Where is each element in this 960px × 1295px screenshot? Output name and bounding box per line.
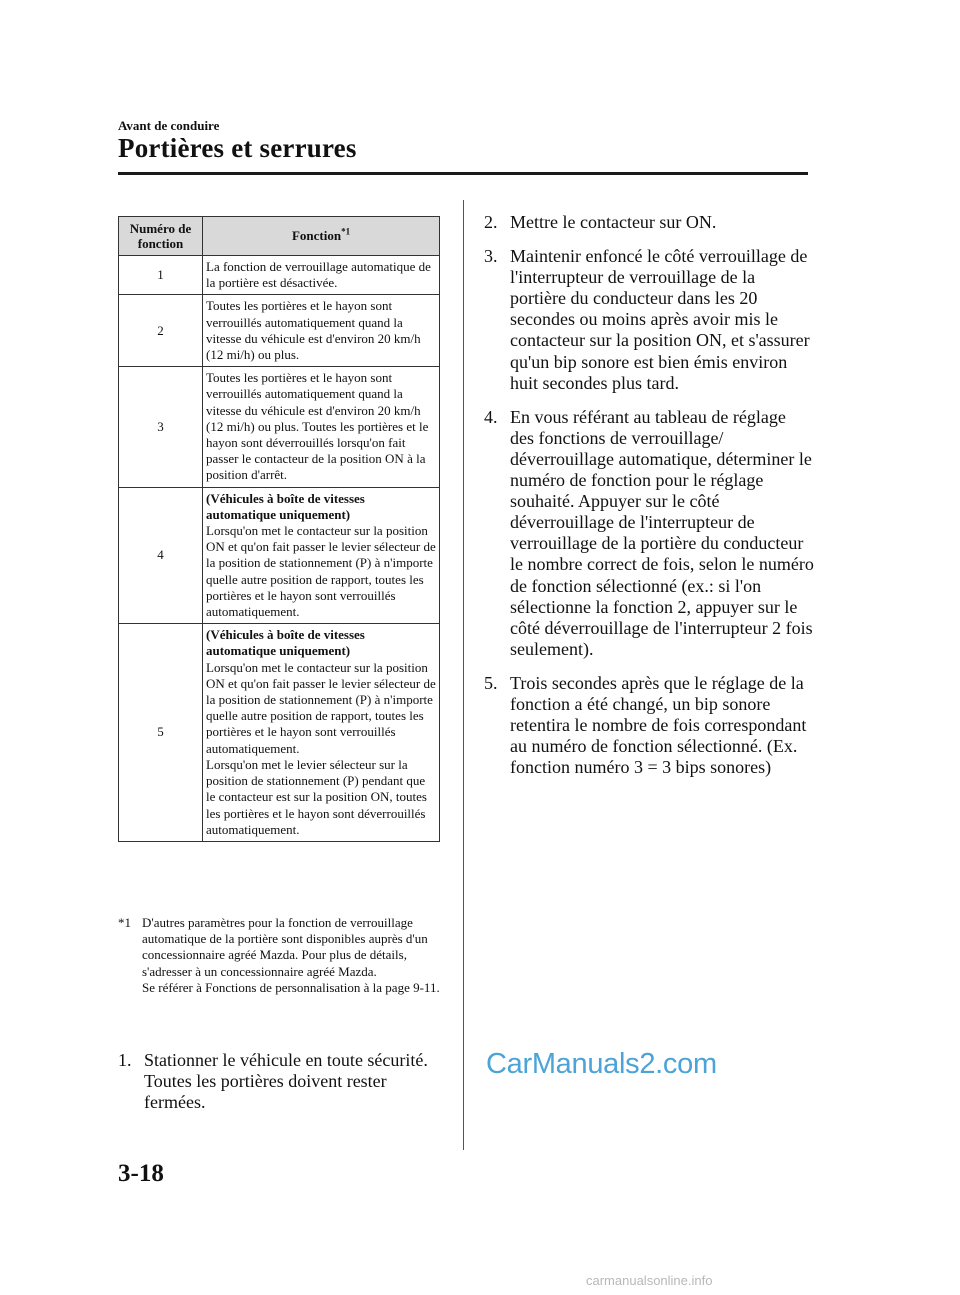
function-description: Toutes les portières et le hayon sont verrouillés automatiquement quand la vitesse du véhicule est d'environ 20 km/h (12 mi/h) ou plus. — [203, 295, 440, 367]
step-text: En vous référant au tableau de réglage des fonctions de verrouillage/ déverrouillage automatique, déterminer le numéro de fonction pour le réglage souhaité. Appuyer sur le côté déverrouillage de l'interrupteur de verrouillage de la portière du conducteur le nombre correct de fois, selon le numéro de fonction sélectionné (ex.: si l'on sélectionne la fonction 2, appuyer sur le côté déverrouillage de l'interrupteur 2 fois seulement). — [510, 406, 814, 659]
table-row — [119, 624, 440, 842]
steps-list-left — [118, 1050, 448, 1126]
function-text: Lorsqu'on met le contacteur sur la position ON et qu'on fait passer le levier sélecteur de la position de stationnement (P) à n'importe quelle autre position de rapport, toutes les portières et le hayon sont verrouillés automatiquement. — [206, 523, 436, 620]
step-number: 4. — [484, 406, 498, 427]
footnote-text: D'autres paramètres pour la fonction de verrouillage automatique de la portière sont disponibles auprès d'un concessionnaire agréé Mazda. Pour plus de détails, s'adresser à un concessionnaire agréé Mazda. — [142, 915, 428, 979]
table-row — [119, 295, 440, 367]
col-header-number: Numéro de fonction — [119, 217, 203, 256]
function-description: Toutes les portières et le hayon sont verrouillés automatiquement quand la vitesse du véhicule est d'environ 20 km/h (12 mi/h) ou plus. Toutes les portières et le hayon sont déverrouillés lorsqu'on fait passer le contacteur de la position ON à la position d'arrêt. — [203, 367, 440, 487]
steps-list-right — [484, 212, 814, 791]
step-text: Mettre le contacteur sur ON. — [510, 212, 717, 232]
column-divider — [463, 200, 464, 1150]
step-item — [118, 1050, 448, 1113]
page-title: Portières et serrures — [118, 133, 357, 163]
step-number: 1. — [118, 1050, 132, 1070]
function-description: La fonction de verrouillage automatique de la portière est désactivée. — [203, 256, 440, 295]
step-item — [484, 673, 814, 778]
step-item — [484, 407, 814, 660]
step-text: Stationner le véhicule en toute sécurité. Toutes les portières doivent rester fermées. — [144, 1050, 428, 1113]
footnote-mark: *1 — [118, 915, 131, 930]
function-number: 2 — [119, 295, 203, 367]
section-label: Avant de conduire — [118, 118, 220, 133]
function-description — [203, 487, 440, 624]
step-item — [484, 246, 814, 394]
step-number: 5. — [484, 672, 498, 693]
function-number: 1 — [119, 256, 203, 295]
watermark-logo: CarManuals2.com — [486, 1048, 717, 1080]
step-number: 3. — [484, 246, 498, 267]
title-rule — [118, 172, 808, 175]
function-description — [203, 624, 440, 842]
function-text: Lorsqu'on met le contacteur sur la position ON et qu'on fait passer le levier sélecteur de la position de stationnement (P) à n'importe quelle autre position de rapport, toutes les portières et le hayon sont verrouillés automatiquement. — [206, 659, 436, 756]
table-row — [119, 367, 440, 487]
function-number: 4 — [119, 487, 203, 624]
function-condition: (Véhicules à boîte de vitesses automatique uniquement) — [206, 490, 365, 522]
footnote-reference: Se référer à Fonctions de personnalisation à la page 9-11. — [142, 979, 440, 995]
step-number: 2. — [484, 212, 498, 232]
col-header-function: Fonction$^{*1}$ — [203, 217, 440, 256]
table-row — [119, 256, 440, 295]
footnote-ref: *1 — [341, 226, 351, 237]
step-item — [484, 212, 814, 233]
function-text-2: Lorsqu'on met le levier sélecteur sur la position de stationnement (P) pendant que le contacteur est sur la position ON, toutes les portières et le hayon sont déverrouillés automatiquement. — [206, 756, 427, 837]
table-header-row — [119, 217, 440, 256]
function-number: 5 — [119, 624, 203, 842]
function-condition: (Véhicules à boîte de vitesses automatique uniquement) — [206, 627, 365, 659]
table-row — [119, 487, 440, 624]
step-text: Maintenir enfoncé le côté verrouillage de l'interrupteur de verrouillage de la portière du conducteur dans les 20 secondes ou moins après avoir mis le contacteur sur la position ON, et s'assurer qu'un bip sonore est bien émis environ huit secondes plus tard. — [510, 246, 810, 393]
function-table — [118, 216, 440, 842]
function-number: 3 — [119, 367, 203, 487]
footnote — [118, 915, 443, 996]
page-number: 3-18 — [118, 1160, 164, 1187]
step-text: Trois secondes après que le réglage de la fonction a été changé, un bip sonore retentira le nombre de fois correspondant au numéro de fonction sélectionné. (Ex. fonction numéro 3 = 3 bips sonores) — [510, 672, 807, 778]
footer-site-text: carmanualsonline.info — [586, 1273, 713, 1288]
